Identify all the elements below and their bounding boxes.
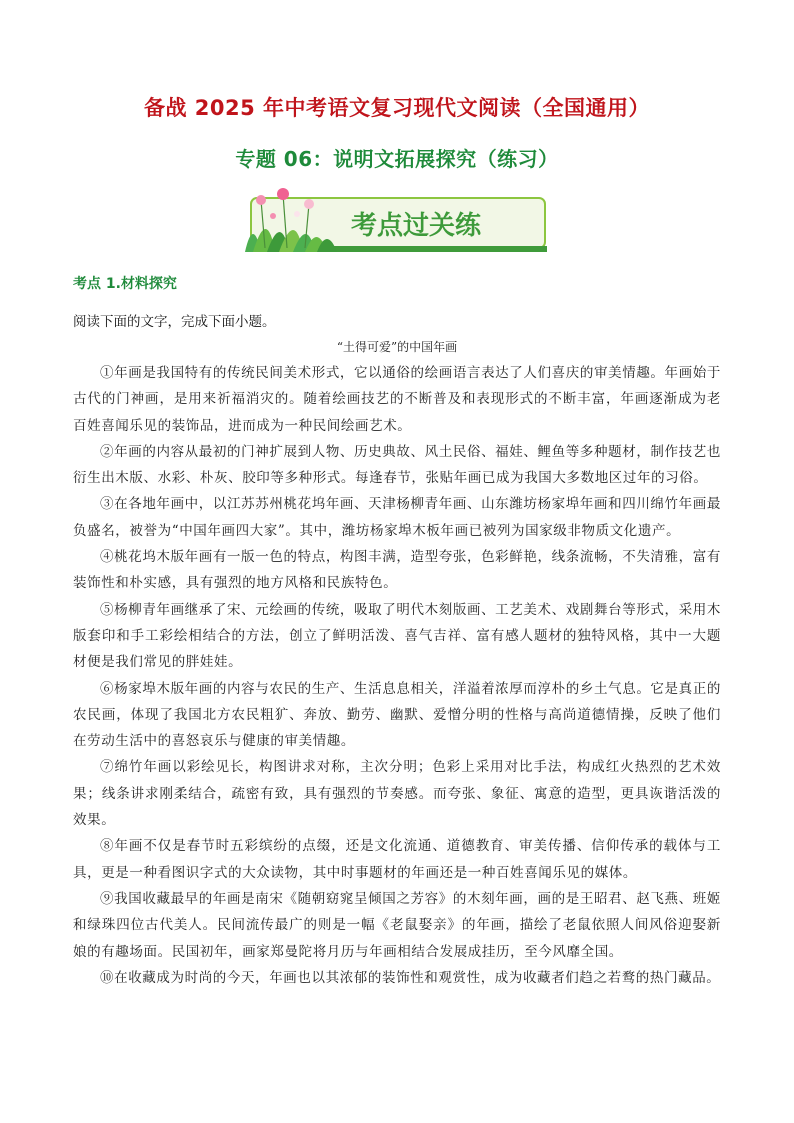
practice-banner	[243, 186, 549, 256]
article-body	[73, 360, 721, 991]
section-intro: 阅读下面的文字，完成下面小题。	[73, 314, 276, 330]
article-paragraph-1: ①年画是我国特有的传统民间美术形式，它以通俗的绘画语言表达了人们喜庆的审美情趣。年画始于古代的门神画，是用来祈福消灾的。随着绘画技艺的不断普及和表现形式的不断丰富，年画逐渐成为老百姓喜闻乐见的装饰品，进而成为一种民间绘画艺术。	[73, 365, 721, 434]
article-paragraph-8: ⑧年画不仅是春节时五彩缤纷的点缀，还是文化流通、道德教育、审美传播、信仰传承的载体与工具，更是一种看图识字式的大众读物，其中时事题材的年画还是一种百姓喜闻乐见的媒体。	[73, 838, 721, 881]
banner-label: 考点过关练	[351, 211, 482, 241]
article-paragraph-5: ⑤杨柳青年画继承了宋、元绘画的传统，吸取了明代木刻版画、工艺美术、戏剧舞台等形式，采用木版套印和手工彩绘相结合的方法，创立了鲜明活泼、喜气吉祥、富有感人题材的独特风格，其中一大题材便是我们常见的胖娃娃。	[73, 601, 721, 671]
article-paragraph-7: ⑦绵竹年画以彩绘见长，构图讲求对称，主次分明；色彩上采用对比手法，构成红火热烈的艺术效果；线条讲求刚柔结合，疏密有致，具有强烈的节奏感。而夸张、象征、寓意的造型，更具诙谐活泼的效果。	[73, 759, 721, 829]
article-paragraph-4: ④桃花坞木版年画有一版一色的特点，构图丰满，造型夸张，色彩鲜艳，线条流畅，不失清雅，富有装饰性和朴实感，具有强烈的地方风格和民族特色。	[73, 549, 721, 592]
article-paragraph-6: ⑥杨家埠木版年画的内容与农民的生产、生活息息相关，洋溢着浓厚而淳朴的乡土气息。它是真正的农民画，体现了我国北方农民粗犷、奔放、勤劳、幽默、爱憎分明的性格与高尚道德情操，反映了他们在劳动生活中的喜怒哀乐与健康的审美情趣。	[73, 680, 721, 750]
page-subtitle: 专题 06：说明文拓展探究（练习）	[235, 147, 559, 171]
article-paragraph-9: ⑨我国收藏最早的年画是南宋《随朝窈窕呈倾国之芳容》的木刻年画，画的是王昭君、赵飞燕、班姬和绿珠四位古代美人。民间流传最广的则是一幅《老鼠娶亲》的年画，描绘了老鼠依照人间风俗迎娶新娘的有趣场面。民国初年，画家郑曼陀将月历与年画相结合发展成挂历，至今风靡全国。	[73, 890, 721, 960]
section-heading: 考点 1.材料探究	[73, 276, 177, 292]
article-paragraph-3: ③在各地年画中，以江苏苏州桃花坞年画、天津杨柳青年画、山东潍坊杨家埠年画和四川绵竹年画最负盛名，被誉为“中国年画四大家”。其中，潍坊杨家埠木板年画已被列为国家级非物质文化遗产。	[73, 496, 721, 539]
article-paragraph-2: ②年画的内容从最初的门神扩展到人物、历史典故、风土民俗、福娃、鲤鱼等多种题材，制作技艺也衍生出木版、水彩、朴灰、胶印等多种形式。每逢春节，张贴年画已成为我国大多数地区过年的习俗。	[73, 443, 721, 487]
article-paragraph-10: ⑩在收藏成为时尚的今天，年画也以其浓郁的装饰性和观赏性，成为收藏者们趋之若鹜的热门藏品。	[100, 969, 721, 986]
page-title: 备战 2025 年中考语文复习现代文阅读（全国通用）	[143, 96, 651, 120]
article-title: “土得可爱”的中国年画	[336, 340, 458, 354]
